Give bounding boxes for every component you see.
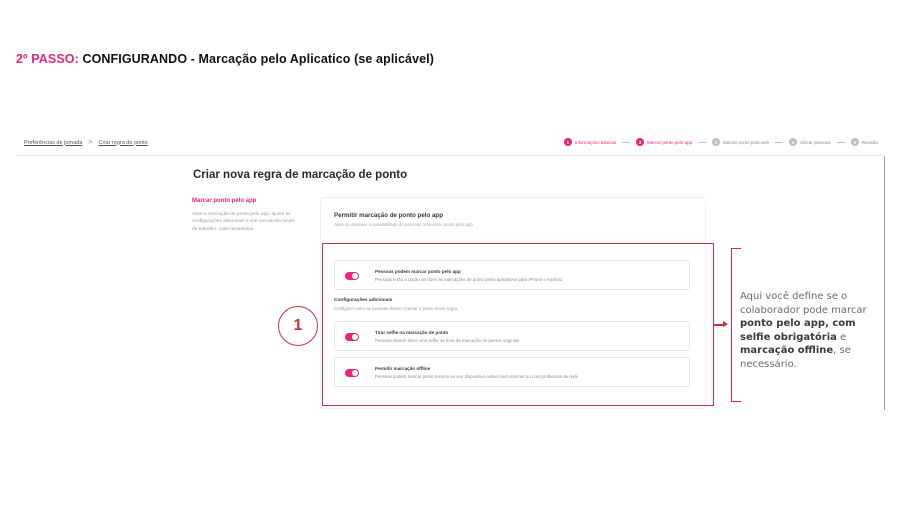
additional-settings-title: Configurações adicionais xyxy=(334,298,393,303)
stepper-step-3[interactable] xyxy=(712,138,769,146)
step-label: Marcar ponto pelo app xyxy=(647,139,693,145)
step-connector xyxy=(775,142,783,143)
annotation-highlight-box xyxy=(322,243,714,406)
option-description: Pessoas devem fazer uma selfie na hora da marcação de pontos originais. xyxy=(375,338,521,343)
step-connector xyxy=(698,142,706,143)
divider xyxy=(884,156,885,410)
additional-settings-subtitle: Configure como as pessoas devem marcar o ponto nesta regra xyxy=(334,306,458,311)
step-connector xyxy=(837,142,845,143)
section-title: Marcar ponto pelo app xyxy=(192,198,257,204)
step-number-badge: 1 xyxy=(564,138,572,146)
option-title: Permitir marcação offline xyxy=(375,366,431,371)
option-description: Pessoas podem marcar ponto mesmo se seu dispositivo estiver sem internet ou com problemas de rede xyxy=(375,374,579,379)
step-title: CONFIGURANDO - Marcação pelo Aplicatico (se aplicável) xyxy=(82,52,435,66)
step-connector xyxy=(622,142,630,143)
step-label: Revisão xyxy=(861,139,878,145)
option-description: Pessoas terão a opção de fazer as marcações de ponto pelos aplicativos para iPhone e Android xyxy=(375,277,562,282)
note-bold: marcação offline xyxy=(740,345,834,356)
step-heading xyxy=(16,52,434,66)
progress-stepper xyxy=(564,138,878,146)
note-text: e xyxy=(836,331,847,343)
step-number-badge: 4 xyxy=(789,138,797,146)
step-number-badge: 5 xyxy=(851,138,859,146)
step-label: Marcar ponto pela web xyxy=(723,139,769,145)
option-title: Pessoas podem marcar ponto pelo app xyxy=(375,269,461,274)
arrow-right-icon xyxy=(723,321,728,327)
breadcrumb xyxy=(24,139,148,146)
step-number-badge: 3 xyxy=(712,138,720,146)
stepper-step-1[interactable] xyxy=(564,138,616,146)
top-navigation-bar xyxy=(16,132,884,156)
breadcrumb-item-criar-regra[interactable]: Criar regra de ponto xyxy=(98,139,148,146)
note-text: , se necessário. xyxy=(740,345,851,370)
stepper-step-5[interactable] xyxy=(851,138,878,146)
step-label: 2º PASSO: xyxy=(16,52,79,66)
stepper-step-4[interactable] xyxy=(789,138,831,146)
card-subtitle: Ative ou desative a possibilidade de pessoas marcarem ponto pelo app xyxy=(334,222,473,227)
step-label: Alocar pessoas xyxy=(799,139,831,145)
annotation-number-badge: 1 xyxy=(278,306,318,346)
step-number-badge: 2 xyxy=(636,138,644,146)
step-label: Informações básicas xyxy=(574,139,617,145)
note-text: Aqui você define se o colaborador pode marcar xyxy=(740,291,867,316)
annotation-note xyxy=(740,290,882,371)
chevron-right-icon: > xyxy=(88,139,93,146)
note-bold: ponto pelo app, com selfie obrigatória xyxy=(740,318,856,343)
page-title: Criar nova regra de marcação de ponto xyxy=(193,169,408,181)
stepper-step-2[interactable] xyxy=(636,138,692,146)
breadcrumb-item-preferencias[interactable]: Preferências de jornada xyxy=(24,139,83,146)
card-title: Permitir marcação de ponto pelo app xyxy=(334,212,443,219)
option-title: Tirar selfie na marcação de ponto xyxy=(375,330,449,335)
section-description: Ative a marcação de ponto pelo app, ajuste as configurações adicionais e crie cercas em locais de trabalho, caso necessário. xyxy=(192,212,295,232)
